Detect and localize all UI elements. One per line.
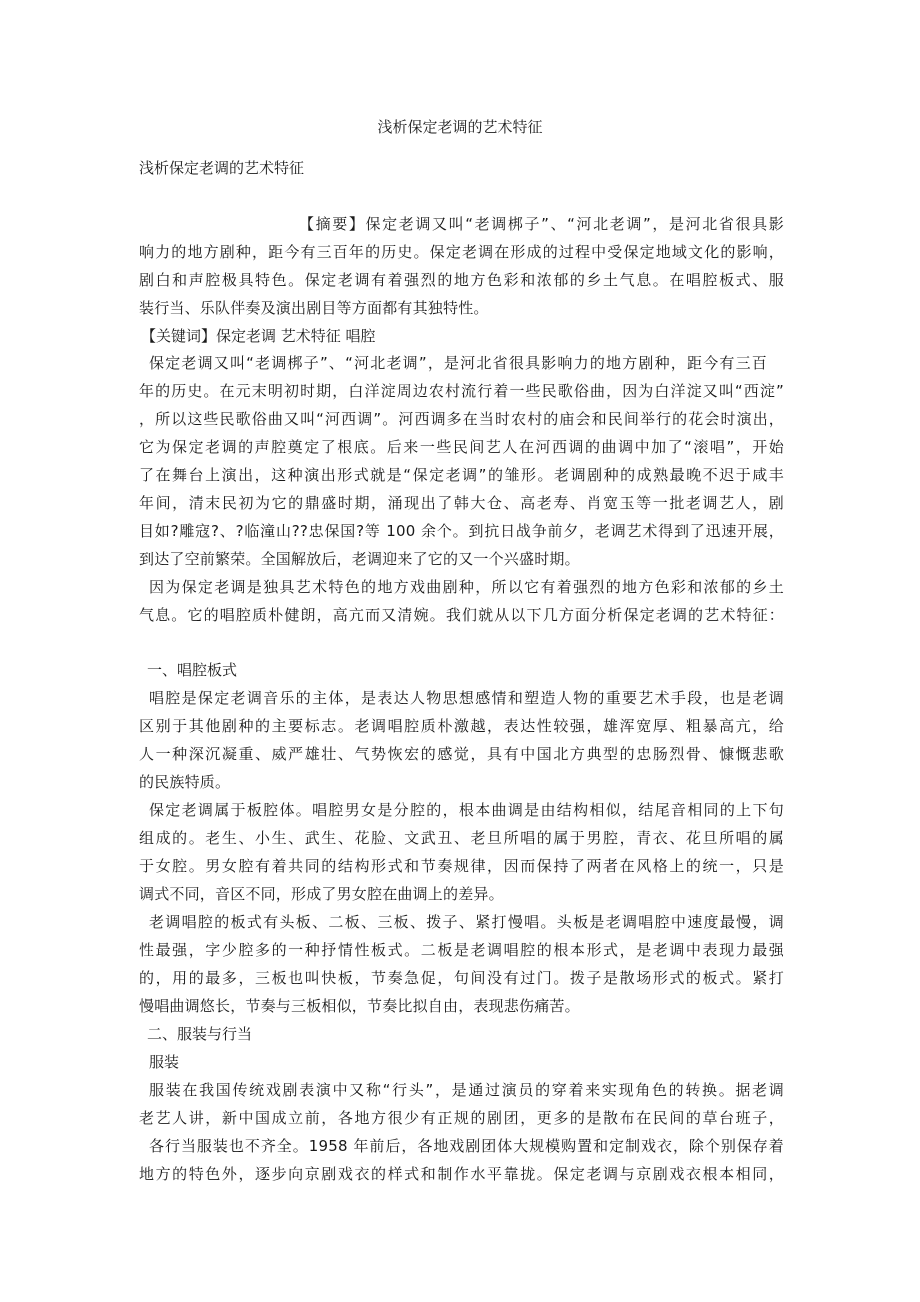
keywords: 【关键词】保定老调 艺术特征 唱腔	[141, 327, 376, 345]
section1-p1-line: 人一种深沉凝重、威严雄壮、气势恢宏的感觉，具有中国北方典型的忠肠烈骨、慷慨悲歌	[139, 745, 784, 763]
abstract-line: 剧白和声腔极具特色。保定老调有着强烈的地方色彩和浓郁的乡土气息。在唱腔板式、服	[139, 271, 784, 289]
section2-p1-line: 老艺人讲，新中国成立前，各地方很少有正规的剧团，更多的是散布在民间的草台班子，	[139, 1109, 784, 1127]
section1-p3-line: 性最强，字少腔多的一种抒情性板式。二板是老调唱腔的根本形式，是老调中表现力最强	[139, 941, 784, 959]
section1-p3-line: 老调唱腔的板式有头板、二板、三板、拨子、紧打慢唱。头板是老调唱腔中速度最慢，调	[149, 913, 784, 931]
section1-p3-line: 慢唱曲调悠长，节奏与三板相似，节奏比拟自由，表现悲伤痛苦。	[139, 997, 580, 1015]
intro-line: 年的历史。在元末明初时期，白洋淀周边农村流行着一些民歌俗曲，因为白洋淀又叫“西淀”	[139, 382, 784, 400]
document-title: 浅析保定老调的艺术特征	[377, 118, 543, 136]
section1-p2-line: 组成的。老生、小生、武生、花脸、文武丑、老旦所唱的属于男腔，青衣、花旦所唱的属	[139, 829, 784, 847]
abstract-line: 响力的地方剧种，距今有三百年的历史。保定老调在形成的过程中受保定地域文化的影响，	[139, 243, 784, 261]
section-subheading: 服装	[149, 1053, 180, 1071]
intro-line: 它为保定老调的声腔奠定了根底。后来一些民间艺人在河西调的曲调中加了“滚唱”，开始	[139, 438, 784, 456]
section2-p1-line: 服装在我国传统戏剧表演中又称“行头”，是通过演员的穿着来实现角色的转换。据老调	[149, 1081, 784, 1099]
intro2-line: 因为保定老调是独具艺术特色的地方戏曲剧种，所以它有着强烈的地方色彩和浓郁的乡土	[149, 578, 784, 596]
section1-p1-line: 唱腔是保定老调音乐的主体，是表达人物思想感情和塑造人物的重要艺术手段，也是老调	[149, 689, 784, 707]
section1-p2-line: 调式不同，音区不同，形成了男女腔在曲调上的差异。	[139, 885, 504, 903]
section1-p1-line: 区别于其他剧种的主要标志。老调唱腔质朴激越，表达性较强，雄浑宽厚、粗暴高亢，给	[139, 717, 784, 735]
section1-p2-line: 于女腔。男女腔有着共同的结构形式和节奏规律，因而保持了两者在风格上的统一，只是	[139, 857, 784, 875]
intro2-line: 气息。它的唱腔质朴健朗，高亢而又清婉。我们就从以下几方面分析保定老调的艺术特征：	[139, 606, 784, 624]
abstract-line: 【摘要】保定老调又叫“老调梆子”、“河北老调”，是河北省很具影	[299, 215, 784, 233]
section-heading: 二、服装与行当	[147, 1025, 253, 1043]
document-subtitle: 浅析保定老调的艺术特征	[139, 159, 305, 177]
abstract-line: 装行当、乐队伴奏及演出剧目等方面都有其独特性。	[139, 299, 489, 317]
intro-line: 年间，清末民初为它的鼎盛时期，涌现出了韩大仓、高老寿、肖宽玉等一批老调艺人，剧	[139, 494, 784, 512]
section1-p3-line: 的，用的最多，三板也叫快板，节奏急促，句间没有过门。拨子是散场形式的板式。紧打	[139, 969, 784, 987]
section-heading: 一、唱腔板式	[147, 661, 238, 679]
section2-p1-line: 地方的特色外，逐步向京剧戏衣的样式和制作水平靠拢。保定老调与京剧戏衣根本相同，	[139, 1165, 784, 1183]
intro-line: 目如?雕寇?、?临潼山??忠保国?等 100 余个。到抗日战争前夕，老调艺术得到了迅速开展，	[139, 522, 784, 540]
section1-p1-line: 的民族特质。	[139, 773, 231, 791]
section1-p2-line: 保定老调属于板腔体。唱腔男女是分腔的，根本曲调是由结构相似，结尾音相同的上下句	[149, 801, 784, 819]
intro-line: 了在舞台上演出，这种演出形式就是“保定老调”的雏形。老调剧种的成熟最晚不迟于咸丰	[139, 466, 784, 484]
intro-line: ，所以这些民歌俗曲又叫“河西调”。河西调多在当时农村的庙会和民间举行的花会时演出，	[139, 410, 784, 428]
section2-p1-line: 各行当服装也不齐全。1958 年前后，各地戏剧团体大规模购置和定制戏衣，除个别保存着	[149, 1137, 784, 1155]
intro-line: 到达了空前繁荣。全国解放后，老调迎来了它的又一个兴盛时期。	[139, 550, 580, 568]
intro-line: 保定老调又叫“老调梆子”、“河北老调”，是河北省很具影响力的地方剧种，距今有三百	[149, 354, 767, 372]
